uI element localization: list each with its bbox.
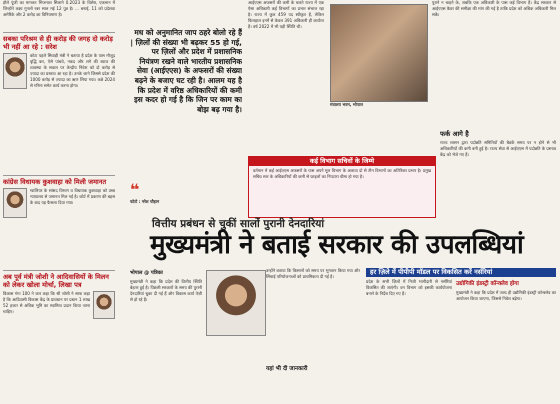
bottom-mid-body: उन्होंने बताया कि किसानों को समय पर भुगतान किया गया और सिंचाई परियोजनाओं को प्राथमिकता दी गई है।	[266, 268, 360, 280]
secretaries-box-title: कई विभाग सचिवों के जिम्मे	[249, 157, 435, 166]
secretaries-box	[248, 156, 436, 218]
photo-credit-band	[130, 180, 242, 208]
main-headline: मुख्यमंत्री ने बताई सरकार की उपलब्धियां	[150, 230, 524, 260]
pullquote-mark-icon: ❝	[130, 180, 140, 199]
top-right-article-text: पुराने न चाहने के, जबकि एक अधिकारी के पास कई विभाग हैं। केंद्र सरकार से आईएएस कैडर की समीक्षा की मांग की गई है ताकि प्रदेश को अधिक अधिकारी मिल सकें।	[432, 0, 556, 18]
divider	[3, 32, 115, 33]
left-intro-text: हौले पूंजी का मानकर भिजनाश सिलाने 0.2023 के विशेष, एकमान में जिन्होंने लक्ष्य गुनलों रबर साल मई 12 पुत्र है। ... बनाई, 11 को प्रदेशवा अमेरिके और 2 करोड़ का विनियमाण है।	[3, 0, 115, 18]
headline-kicker: वित्तीय प्रबंधन से चुकीं सालों पुरानी देनदारियां	[152, 218, 325, 230]
pullquote-column	[130, 28, 242, 178]
story1-block	[3, 53, 115, 173]
right-lower-column	[440, 128, 556, 208]
former-minister-photo	[93, 291, 115, 319]
politician-photo	[3, 53, 27, 89]
building-photo	[330, 4, 428, 102]
right-lower-body: राज्य शासन द्वारा पदोन्नति समितियों की बैठकें समय पर न होने से भी अधिकारियों की कमी बनी हुई है। राज्य सेवा से आईएएस में पदोन्नति के प्रस्ताव केंद्र को भेजे गए हैं।	[440, 140, 556, 158]
divider	[3, 270, 115, 271]
story1-headline: सबका परिश्रम से ही करोड़ की जगह दो करोड़ भी नहीं आ रहे : सरेश	[3, 35, 113, 51]
story3-body: विकास गंगा 100 ने जल कहा कि श्री जोशी ने साफ कहा है कि आदिवासी विकास केंद्र के प्रावधान पर प्रधान 1 लाख 52 हजार से अधिक भूमि का स्वामित्व प्रदान किया जाना चाहिए।	[3, 291, 90, 315]
story3-block	[3, 291, 115, 361]
nursery-headline: हर ज़िले में पीपीपी मॉडल पर विकसित करें नर्सरियां	[366, 268, 556, 277]
bottom-mid-subhead: यहां भी दी जानकारी	[266, 366, 308, 372]
story2-body: ग्वालियर के सांसद विभाग व विधायक कुशवाहा को उच्च न्यायालय से जमानत मिल गई है। कोर्ट में प्रकरण की बहस के बाद यह फैसला दिया गया।	[30, 188, 115, 206]
building-photo-caption: मंत्रालय भवन, भोपाल	[330, 102, 363, 107]
minister-portrait	[206, 270, 266, 336]
story3-headline: अब पूर्व मंत्री जोशी ने आदिवासियों के मिलन को लेकर खोला मोर्चा, लिखा पत्र	[3, 273, 109, 289]
bottom-byline: भोपाल @ पत्रिका	[130, 270, 163, 276]
bottom-left-body: मुख्यमंत्री ने कहा कि प्रदेश की वित्तीय स्थिति बेहतर हुई है। पिछली सरकारों के समय की पुरानी देनदारियां चुका दी गई हैं और विकास कार्य तेज़ी से हो रहे हैं।	[130, 279, 202, 303]
top-right-article	[432, 0, 556, 120]
bottom-middle-article	[266, 268, 360, 402]
bottom-right-article	[366, 268, 556, 402]
nursery-body: प्रदेश के सभी ज़िलों में निजी भागीदारी से नर्सरियां विकसित की जाएंगी। वन विभाग को इसकी कार्ययोजना बनाने के निर्देश दिए गए हैं।	[366, 279, 452, 297]
bottom-left-article	[130, 268, 202, 402]
industry-aside-body: मुख्यमंत्री ने कहा कि प्रदेश में जल्द ही उद्योगिकी इंडस्ट्री कॉन्क्लेव का आयोजन किया जाएगा, जिससे निवेश बढ़ेगा।	[456, 290, 556, 302]
headline-banner	[0, 216, 560, 266]
middle-article-column	[248, 0, 324, 162]
secretaries-box-body: वर्तमान में कई आईएएस अफसरों के पास अपने मूल विभाग के अलावा दो से तीन विभागों का अतिरिक्त प्रभार है। प्रमुख सचिव स्तर के अधिकारियों की कमी से फाइलों का निपटारा धीमा हो गया है।	[253, 168, 431, 180]
bottom-right-columns	[366, 279, 556, 397]
story2-headline: कांग्रेस विधायक कुशवाहा को मिली जमानत	[3, 178, 107, 186]
middle-article-text: आईएएस अफसरों की कमी के चलते राज्य में एक ऐसा अधिकारी कई विभागों का प्रभार संभाल रहा है। राज्य में कुल 459 पद स्वीकृत हैं, लेकिन फिलहाल इनमें से केवल 391 अधिकारी ही कार्यरत हैं। वर्ष 2022 में भी यही स्थिति थी।	[248, 0, 324, 30]
story1-body: कोटा पहले सिवाही मंत्री ने बताया है प्रदेश के पास मौजूद वृद्धि कर, ऐसे पांचवे, नकद और लगे की ब्याज की व्यवस्था के सवाल पर केन्द्रीय निवेश को दो करोड़ से ज़्यादा का प्रस्ताव आ रहा है। उनके जाने जिससे प्रदेश की 1000 करोड़ से ज़्यादा का ऋण लिया गया। कन्ने 2024 से गरिमा समेत कार्य करना होगा।	[30, 53, 115, 89]
right-lower-title: फर्क आगे है	[440, 130, 469, 138]
left-column	[3, 0, 115, 400]
photo-credit: फोटो : नरेश चौहान	[130, 199, 160, 204]
pullquote-text: मध को अनुमानित जाप ठहरे बोलो रहे हैं | ज़िलों की संख्या भी बढ़कर 55 हो गई, पर ज़िलों और प्रदेश में प्रशासनिक नियंत्रण रखने वाले भारतीय प्रशासनिक सेवा (आईएएस) के अफसरों की संख्या बढ़ने के बजाए घट रही है। आलम यह है कि प्रदेश में वरिष्ठ अधिकारियों की कमी इस कदर हो गई है कि जिन पर काम का बोझ बढ़ गया है।	[130, 28, 242, 114]
industry-aside-title: उद्योगिकी इंडस्ट्री कॉन्क्लेव होगा	[456, 281, 519, 287]
industry-aside	[456, 279, 556, 397]
divider	[3, 175, 115, 176]
legislator-photo	[3, 188, 27, 218]
